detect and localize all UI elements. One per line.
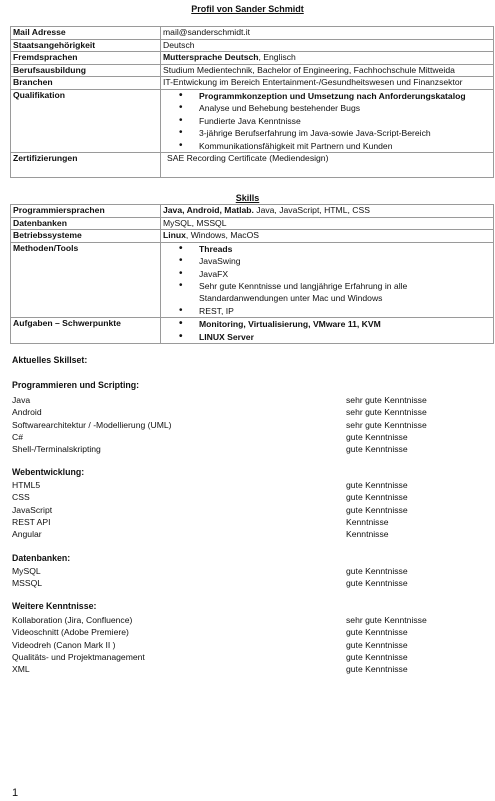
- languages-rest: , Englisch: [258, 52, 296, 63]
- prog-rest: Java, JavaScript, HTML, CSS: [253, 205, 370, 215]
- skillset-web: [12, 466, 492, 540]
- skillset-programming: [12, 379, 492, 455]
- tasks-value: [161, 318, 494, 344]
- methods-label: Methoden/Tools: [11, 242, 161, 317]
- skill-name: Shell-/Terminalskripting: [12, 443, 101, 454]
- list-item: [12, 516, 492, 528]
- prog-bold: Java, Android, Matlab.: [163, 205, 254, 215]
- prog-value: [161, 205, 494, 218]
- list-item: • JavaFX: [199, 268, 491, 280]
- databases-heading: Datenbanken:: [12, 553, 71, 563]
- languages-native: Muttersprache Deutsch: [163, 52, 259, 63]
- prog-label: Programmiersprachen: [11, 205, 161, 218]
- profile-row-qualification: [11, 89, 494, 152]
- list-item: [12, 504, 492, 516]
- nationality-label: Staatsangehörigkeit: [11, 39, 161, 52]
- os-value: [161, 230, 494, 243]
- list-item: • JavaSwing: [199, 255, 491, 267]
- skill-name: MySQL: [12, 566, 41, 577]
- nationality-value: Deutsch: [161, 39, 494, 52]
- web-heading: Webentwicklung:: [12, 467, 85, 477]
- skill-level: Kenntnisse: [346, 516, 389, 527]
- skill-level: gute Kenntnisse: [346, 663, 408, 674]
- profile-table: [10, 26, 494, 178]
- skill-level: gute Kenntnisse: [346, 431, 408, 442]
- skills-table: [10, 204, 494, 344]
- skills-row-tasks: [11, 318, 494, 344]
- skill-level: gute Kenntnisse: [346, 504, 408, 515]
- skill-level: gute Kenntnisse: [346, 566, 408, 577]
- skill-name: Angular: [12, 528, 42, 539]
- skill-name: Videodreh (Canon Mark II ): [12, 639, 116, 650]
- list-item: • Programmkonzeption und Umsetzung nach Anforderungskatalog: [199, 90, 491, 102]
- languages-value: [161, 52, 494, 65]
- methods-value: [161, 242, 494, 317]
- skill-level: gute Kenntnisse: [346, 651, 408, 662]
- skills-row-methods: [11, 242, 494, 317]
- skill-level: gute Kenntnisse: [346, 480, 408, 491]
- list-item: [12, 565, 492, 577]
- skill-name: Qualitäts- und Projektmanagement: [12, 651, 145, 662]
- list-item: [12, 419, 492, 431]
- list-item: [12, 528, 492, 540]
- list-item: [12, 479, 492, 491]
- mail-label: Mail Adresse: [11, 27, 161, 40]
- list-item: [12, 443, 492, 455]
- programming-heading: Programmieren und Scripting:: [12, 380, 140, 390]
- skill-level: sehr gute Kenntnisse: [346, 419, 427, 430]
- skills-title: Skills: [235, 193, 260, 203]
- skill-level: sehr gute Kenntnisse: [346, 407, 427, 418]
- skill-name: Kollaboration (Jira, Confluence): [12, 615, 133, 626]
- skill-name: HTML5: [12, 480, 41, 491]
- list-item: [12, 406, 492, 418]
- list-item: [12, 491, 492, 503]
- industry-label: Branchen: [11, 77, 161, 90]
- skill-name: Java: [12, 395, 31, 406]
- skillset-further: [12, 600, 492, 675]
- education-label: Berufsausbildung: [11, 64, 161, 77]
- skill-level: gute Kenntnisse: [346, 627, 408, 638]
- list-item: [12, 431, 492, 443]
- list-item: • Monitoring, Virtualisierung, VMware 11, KVM: [199, 318, 491, 330]
- list-item: • Analyse und Behebung bestehender Bugs: [199, 102, 491, 114]
- list-item: [12, 663, 492, 675]
- page-number: 1: [12, 787, 19, 799]
- list-item: [12, 639, 492, 651]
- skills-row-databases: [11, 217, 494, 230]
- tasks-list: [163, 318, 491, 343]
- cert-label: Zertifizierungen: [11, 153, 161, 178]
- skill-name: REST API: [12, 516, 51, 527]
- industry-value: IT-Entwickung im Bereich Entertainment-/Gesundheitswesen und Finanzsektor: [161, 77, 494, 90]
- list-item: • Kommunikationsfähigkeit mit Partnern und Kunden: [199, 140, 491, 152]
- skill-level: gute Kenntnisse: [346, 578, 408, 589]
- skillset-databases: [12, 552, 492, 590]
- further-heading: Weitere Kenntnisse:: [12, 601, 97, 611]
- cert-text: SAE Recording Certificate (Mediendesign): [167, 153, 329, 163]
- skill-name: XML: [12, 663, 30, 674]
- skill-name: C#: [12, 431, 23, 442]
- list-item: • 3-jährige Berufserfahrung im Java-sowie Java-Script-Bereich: [199, 127, 491, 139]
- list-item: • REST, IP: [199, 305, 491, 317]
- skill-level: sehr gute Kenntnisse: [346, 615, 427, 626]
- list-item: [12, 651, 492, 663]
- tasks-label: Aufgaben – Schwerpunkte: [11, 318, 161, 344]
- list-item: [12, 614, 492, 626]
- skill-level: gute Kenntnisse: [346, 443, 408, 454]
- profile-row-languages: [11, 52, 494, 65]
- os-rest: , Windows, MacOS: [185, 230, 259, 241]
- skill-name: Videoschnitt (Adobe Premiere): [12, 627, 129, 638]
- os-bold: Linux: [163, 230, 186, 241]
- list-item: • Fundierte Java Kenntnisse: [199, 115, 491, 127]
- skill-level: gute Kenntnisse: [346, 639, 408, 650]
- skill-level: gute Kenntnisse: [346, 492, 408, 503]
- methods-list: [163, 243, 491, 317]
- profile-row-certifications: [11, 153, 494, 178]
- db-label: Datenbanken: [11, 217, 161, 230]
- cert-value: [161, 153, 494, 178]
- list-item: • Threads: [199, 243, 491, 255]
- list-item: • LINUX Server: [199, 331, 491, 343]
- skills-row-programming: [11, 205, 494, 218]
- skill-name: Android: [12, 407, 42, 418]
- profile-row-industry: [11, 77, 494, 90]
- skill-name: MSSQL: [12, 578, 43, 589]
- skills-row-os: [11, 230, 494, 243]
- list-item: [12, 394, 492, 406]
- db-value: MySQL, MSSQL: [161, 217, 494, 230]
- skill-level: sehr gute Kenntnisse: [346, 395, 427, 406]
- qualification-value: [161, 89, 494, 152]
- skill-name: JavaScript: [12, 504, 53, 515]
- profile-row-mail: [11, 27, 494, 40]
- education-value: Studium Medientechnik, Bachelor of Engineering, Fachhochschule Mittweida: [161, 64, 494, 77]
- profile-row-nationality: [11, 39, 494, 52]
- mail-value: mail@sanderschmidt.it: [161, 27, 494, 40]
- list-item: • Sehr gute Kenntnisse und langjährige Erfahrung in alle Standardanwendungen unter Mac und Windows: [199, 280, 491, 305]
- skillset-heading: Aktuelles Skillset:: [12, 355, 88, 365]
- qualification-label: Qualifikation: [11, 89, 161, 152]
- list-item: [12, 577, 492, 589]
- qualification-list: [163, 90, 491, 152]
- languages-label: Fremdsprachen: [11, 52, 161, 65]
- skill-name: Softwarearchitektur / -Modellierung (UML): [12, 419, 172, 430]
- list-item: [12, 626, 492, 638]
- skill-level: Kenntnisse: [346, 528, 389, 539]
- os-label: Betriebssysteme: [11, 230, 161, 243]
- skill-name: CSS: [12, 492, 30, 503]
- profile-row-education: [11, 64, 494, 77]
- page-title: Profil von Sander Schmidt: [191, 4, 304, 14]
